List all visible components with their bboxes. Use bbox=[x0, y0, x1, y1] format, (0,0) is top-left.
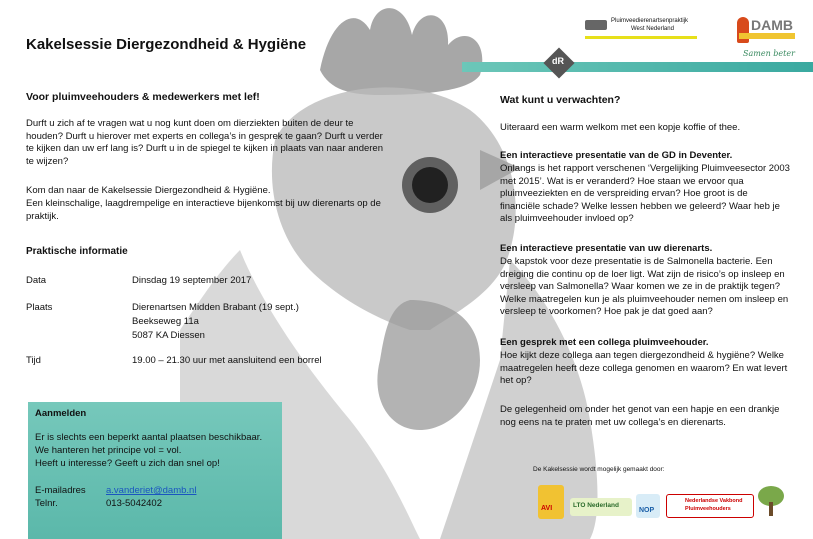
email-link[interactable]: a.vanderiet@damb.nl bbox=[106, 485, 197, 496]
email-label: E-mailadres bbox=[35, 485, 86, 496]
logo1-sub: West Nederland bbox=[631, 26, 674, 32]
time-value: 19.00 – 21.30 uur met aansluitend een borrel bbox=[132, 355, 322, 366]
page-title: Kakelsessie Diergezondheid & Hygiëne bbox=[26, 36, 307, 53]
phone-value: 013-5042402 bbox=[106, 498, 162, 509]
tagline: Voor pluimveehouders & medewerkers met lef! bbox=[26, 91, 260, 103]
pluimveedierenartsen-logo bbox=[585, 18, 697, 42]
time-label: Tijd bbox=[26, 355, 41, 366]
sponsor-nvp-logo bbox=[666, 494, 754, 518]
section3-title: Een gesprek met een collega pluimveehouder. bbox=[500, 337, 709, 348]
section2-title: Een interactieve presentatie van uw dierenarts. bbox=[500, 243, 713, 254]
section2-body: De kapstok voor deze presentatie is de Salmonella bacterie. Een dreiging die continu op de loer ligt. Wat zijn de risico’s op insleep en versleep van Salmonella? Waar komen we ze in de praktijk tegen? Welke maatregelen kun je als pluimveehouder nemen om insleep en versleep te voorkomen? Hoe pak je dat goed aan? bbox=[500, 256, 789, 317]
damb-bar bbox=[739, 33, 795, 39]
register-line1: Er is slechts een beperkt aantal plaatsen beschikbaar. bbox=[35, 432, 263, 443]
dr-badge-label: dR bbox=[552, 56, 564, 66]
bird-icon bbox=[585, 20, 607, 30]
phone-label: Telnr. bbox=[35, 498, 58, 509]
section1-title: Een interactieve presentatie van de GD in Deventer. bbox=[500, 150, 733, 161]
sponsor-lto-logo bbox=[570, 498, 632, 516]
date-value: Dinsdag 19 september 2017 bbox=[132, 275, 252, 286]
expect-heading: Wat kunt u verwachten? bbox=[500, 94, 621, 106]
damb-logo bbox=[737, 17, 797, 61]
logo2-name: DAMB bbox=[751, 17, 793, 33]
practical-heading: Praktische informatie bbox=[26, 246, 128, 257]
sponsor-lto-label: LTO Nederland bbox=[573, 502, 619, 509]
closing-text: De gelegenheid om onder het genot van een hapje en een drankje nog eens na te praten met uw collega’s en dierenarts. bbox=[500, 404, 780, 428]
invite-line2: Een kleinschalige, laagdrempelige en interactieve bijenkomst bij uw dierenarts op de praktijk. bbox=[26, 198, 381, 222]
place-line2: Beekseweg 11a bbox=[132, 316, 199, 327]
yellow-underline bbox=[585, 36, 697, 39]
sponsor-nop-logo bbox=[636, 494, 660, 518]
sponsors-caption: De Kakelsessie wordt mogelijk gemaakt door: bbox=[533, 466, 665, 473]
header-accent-bar bbox=[462, 62, 813, 72]
sponsor-avi-logo bbox=[538, 485, 564, 519]
welcome-text: Uiteraard een warm welkom met een kopje koffie of thee. bbox=[500, 122, 741, 133]
damb-figure-icon bbox=[737, 17, 749, 43]
sponsor-nop-label: NOP bbox=[639, 507, 655, 514]
sponsor-avi-label: AVI bbox=[541, 505, 553, 512]
place-label: Plaats bbox=[26, 302, 53, 313]
register-box bbox=[28, 402, 282, 539]
section1-body: Onlangs is het rapport verschenen ‘Vergelijking Pluimveesector 2003 met 2015’. Wat is er veranderd? Hoe staan we ervoor qua pluimveeziekten en de verspreiding ervan? Hoe groot is de financiële schade? Welke lessen hebben we geleerd? Waar heb je als pluimveehouder invloed op? bbox=[500, 163, 790, 224]
intro-paragraph: Durft u zich af te vragen wat u nog kunt doen om dierziekten buiten de deur te houden? Durft u hierover met experts en collega’s in gesprek te gaan? Durft u verder te kijken dan uw erf lang is? Durft u in de spiegel te kijken in plaats van naar anderen te wijzen? bbox=[26, 118, 383, 167]
logo1-name: Pluimveedierenartsenpraktijk bbox=[611, 18, 689, 24]
sponsor-nvp-label: Nederlandse Vakbond Pluimveehouders bbox=[685, 498, 743, 512]
date-label: Data bbox=[26, 275, 47, 286]
place-line3: 5087 KA Diessen bbox=[132, 330, 205, 341]
place-line1: Dierenartsen Midden Brabant (19 sept.) bbox=[132, 302, 299, 313]
tree-logo-icon bbox=[756, 484, 786, 518]
section3-body: Hoe kijkt deze collega aan tegen diergezondheid & hygiëne? Welke maatregelen heeft deze collega genomen en waarom? En wat levert het op? bbox=[500, 350, 788, 386]
invite-line1: Kom dan naar de Kakelsessie Diergezondheid & Hygiëne. bbox=[26, 185, 271, 196]
register-line3: Heeft u interesse? Geeft u zich dan snel op! bbox=[35, 458, 220, 469]
register-line2: We hanteren het principe vol = vol. bbox=[35, 445, 182, 456]
logo2-tagline: Samen beter bbox=[743, 49, 795, 58]
register-heading: Aanmelden bbox=[35, 408, 87, 419]
